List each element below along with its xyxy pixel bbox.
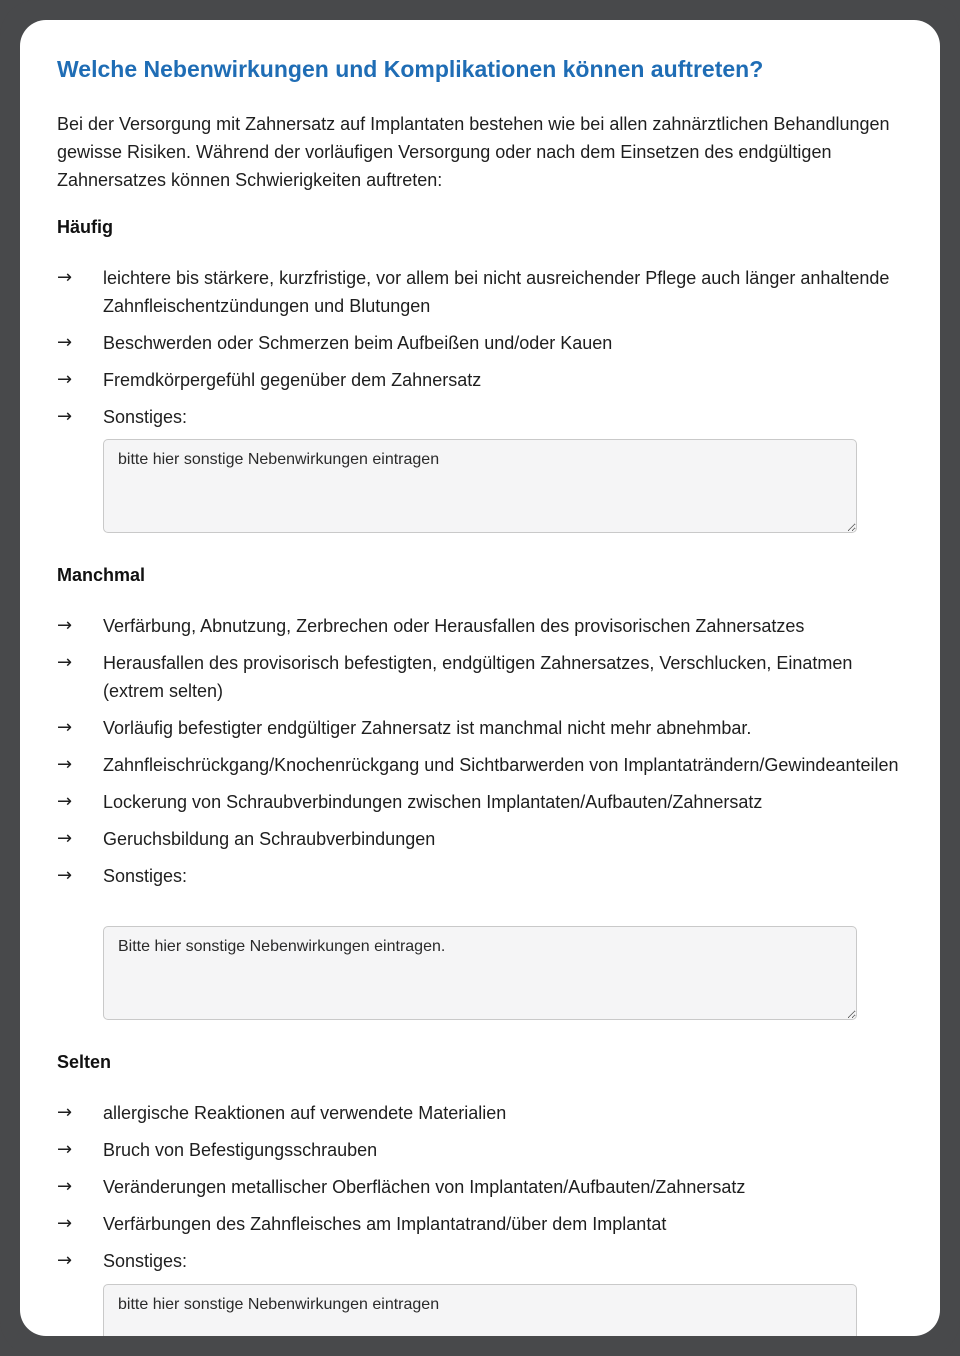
page-title: Welche Nebenwirkungen und Komplikationen können auftreten? [57, 56, 764, 82]
section-title-manchmal: Manchmal [57, 565, 146, 585]
list-item-text: Sonstiges: [103, 1251, 188, 1271]
list-item-text: leichtere bis stärkere, kurzfristige, vor allem bei nicht ausreichender Pflege auch länger anhaltende Zahnfleischentzündungen und Blutungen [103, 268, 890, 316]
other-side-effects-input-selten[interactable] [103, 1284, 857, 1336]
list-item [57, 751, 907, 779]
arrow-right-icon: → [57, 406, 73, 427]
other-side-effects-input-haeufig[interactable] [103, 439, 857, 533]
list-item [57, 366, 907, 394]
list-item [57, 1210, 907, 1238]
list-item-text: Beschwerden oder Schmerzen beim Aufbeißen und/oder Kauen [103, 333, 613, 353]
section-title-selten: Selten [57, 1052, 112, 1072]
list-item [57, 714, 907, 742]
list-item [57, 649, 907, 705]
list-item [57, 1136, 907, 1164]
list-item-text: Sonstiges: [103, 407, 188, 427]
list-selten [57, 1099, 907, 1284]
list-item-text: Veränderungen metallischer Oberflächen von Implantaten/Aufbauten/Zahnersatz [103, 1177, 746, 1197]
arrow-right-icon: → [57, 828, 73, 849]
list-item-text: Sonstiges: [103, 866, 188, 886]
arrow-right-icon: → [57, 1139, 73, 1160]
section-title-haeufig: Häufig [57, 217, 113, 237]
arrow-right-icon: → [57, 1102, 73, 1123]
arrow-right-icon: → [57, 369, 73, 390]
list-item [57, 1173, 907, 1201]
list-item-text: Verfärbung, Abnutzung, Zerbrechen oder Herausfallen des provisorischen Zahnersatzes [103, 616, 805, 636]
arrow-right-icon: → [57, 652, 73, 673]
list-item-text: Lockerung von Schraubverbindungen zwischen Implantaten/Aufbauten/Zahnersatz [103, 792, 763, 812]
intro-paragraph: Bei der Versorgung mit Zahnersatz auf Implantaten bestehen wie bei allen zahnärztlichen Behandlungen gewisse Risiken. Während der vorläufigen Versorgung oder nach dem Einsetzen des endgültigen Zahnersatzes können Schwierigkeiten auftreten: [57, 114, 890, 190]
arrow-right-icon: → [57, 1250, 73, 1271]
arrow-right-icon: → [57, 791, 73, 812]
list-haeufig [57, 264, 907, 440]
list-item [57, 329, 907, 357]
arrow-right-icon: → [57, 615, 73, 636]
arrow-right-icon: → [57, 1213, 73, 1234]
arrow-right-icon: → [57, 717, 73, 738]
list-item-text: Vorläufig befestigter endgültiger Zahnersatz ist manchmal nicht mehr abnehmbar. [103, 718, 752, 738]
list-item-text: Geruchsbildung an Schraubverbindungen [103, 829, 436, 849]
list-item [57, 1099, 907, 1127]
arrow-right-icon: → [57, 332, 73, 353]
list-item [57, 862, 907, 890]
list-item [57, 612, 907, 640]
list-item-text: Fremdkörpergefühl gegenüber dem Zahnersatz [103, 370, 482, 390]
arrow-right-icon: → [57, 1176, 73, 1197]
list-item [57, 788, 907, 816]
list-item [57, 264, 907, 320]
list-manchmal [57, 612, 907, 899]
list-item [57, 403, 907, 431]
list-item-text: Zahnfleischrückgang/Knochenrückgang und Sichtbarwerden von Implantaträndern/Gewindeanteilen [103, 755, 899, 775]
other-side-effects-input-manchmal[interactable] [103, 926, 857, 1020]
list-item-text: Verfärbungen des Zahnfleisches am Implantatrand/über dem Implantat [103, 1214, 667, 1234]
content-card [20, 20, 940, 1336]
list-item-text: allergische Reaktionen auf verwendete Materialien [103, 1103, 507, 1123]
arrow-right-icon: → [57, 865, 73, 886]
list-item [57, 1247, 907, 1275]
list-item [57, 825, 907, 853]
arrow-right-icon: → [57, 754, 73, 775]
list-item-text: Herausfallen des provisorisch befestigten, endgültigen Zahnersatzes, Verschlucken, Einatmen (extrem selten) [103, 653, 853, 701]
arrow-right-icon: → [57, 267, 73, 288]
list-item-text: Bruch von Befestigungsschrauben [103, 1140, 378, 1160]
